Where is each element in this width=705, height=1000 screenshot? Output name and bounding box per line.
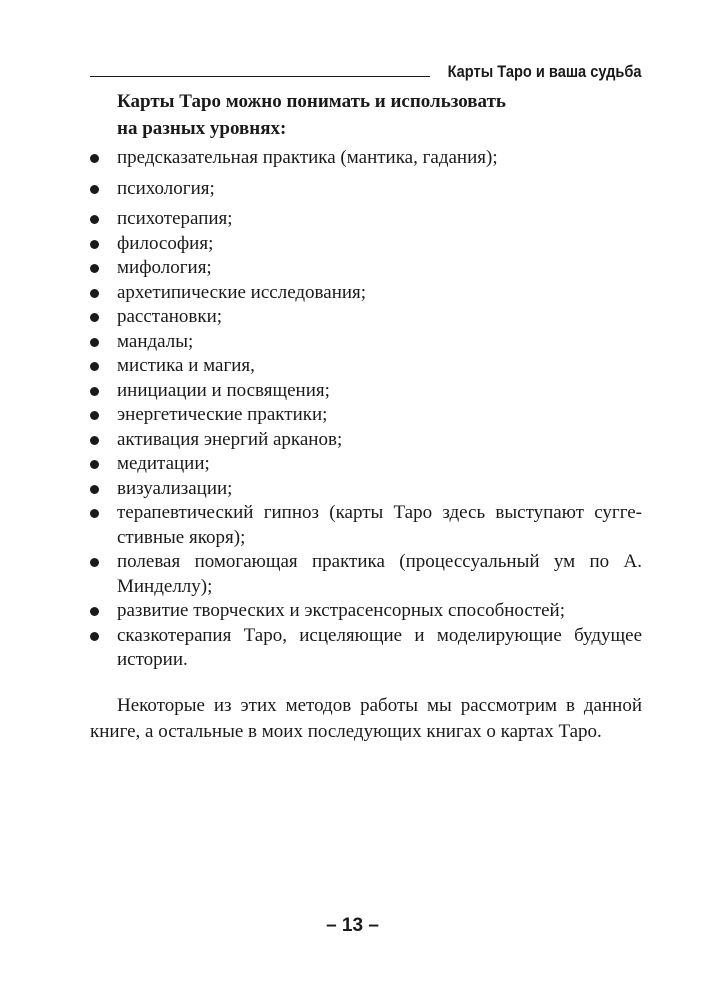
list-item [90,177,642,202]
bullet-icon [90,607,99,616]
list-item [90,403,642,428]
bullet-icon [90,264,99,273]
bullet-icon [90,387,99,396]
bullet-icon [90,240,99,249]
list-item [90,281,642,306]
list-item-text: мандалы; [117,330,194,352]
list-item [90,477,642,502]
bullet-icon [90,558,99,567]
list-item-text: архетипические исследования; [117,281,367,303]
list-item-text: мифология; [117,257,212,278]
list-item [90,207,642,232]
list-item-text: предсказательная практика (мантика, гадания); [117,147,498,168]
header-title: Карты Таро и ваша судьба [448,62,642,81]
list-item-text: психология; [117,177,215,199]
bullet-icon [90,154,99,163]
list-item [90,232,642,257]
page-number: – 13 – [326,915,379,936]
list-item-text: медитации; [117,453,210,474]
levels-list [90,146,642,673]
list-item-text: терапевтический гипноз (карты Таро здесь выступают суггестивные якоря); [117,502,642,548]
intro-line-1: Карты Таро можно понимать и использовать [117,91,506,112]
list-item-text: энергетические практики; [117,404,328,425]
bullet-icon [90,338,99,347]
page-content [90,88,642,745]
list-item [90,305,642,330]
list-item [90,256,642,281]
bullet-icon [90,215,99,224]
running-header [90,58,642,84]
list-item-text: развитие творческих и экстрасенсорных способностей; [117,600,565,621]
list-item-text: психотерапия; [117,208,233,229]
list-item [90,379,642,404]
list-item-text: расстановки; [117,306,223,327]
list-item [90,330,642,355]
list-item-text: инициации и посвящения; [117,379,330,401]
bullet-icon [90,313,99,322]
bullet-icon [90,289,99,298]
intro-line-2: на разных уровнях: [117,118,287,139]
list-item [90,452,642,477]
list-item [90,599,642,624]
list-item [90,550,642,599]
list-item-text: активация энергий арканов; [117,428,343,450]
list-item [90,146,642,171]
bullet-icon [90,509,99,518]
bullet-icon [90,411,99,420]
list-item-text: полевая помогающая практика (процессуальный ум по А. Минделлу); [117,551,642,597]
closing-paragraph: Некоторые из этих методов работы мы рассмотрим в данной книге, а остальные в моих последующих книгах о картах Таро. [90,694,642,742]
list-item-text: философия; [117,232,214,254]
bullet-icon [90,362,99,371]
bullet-icon [90,185,99,194]
bullet-icon [90,460,99,469]
bullet-icon [90,485,99,494]
list-item [90,354,642,379]
bullet-icon [90,436,99,445]
intro-heading [90,88,642,142]
list-item [90,501,642,550]
header-rule [90,76,430,77]
list-item [90,624,642,673]
list-item-text: сказкотерапия Таро, исцеляющие и моделирующие будущее истории. [117,624,642,670]
list-item [90,428,642,453]
list-item-text: визуализации; [117,477,233,499]
list-item-text: мистика и магия, [117,355,255,376]
bullet-icon [90,632,99,641]
